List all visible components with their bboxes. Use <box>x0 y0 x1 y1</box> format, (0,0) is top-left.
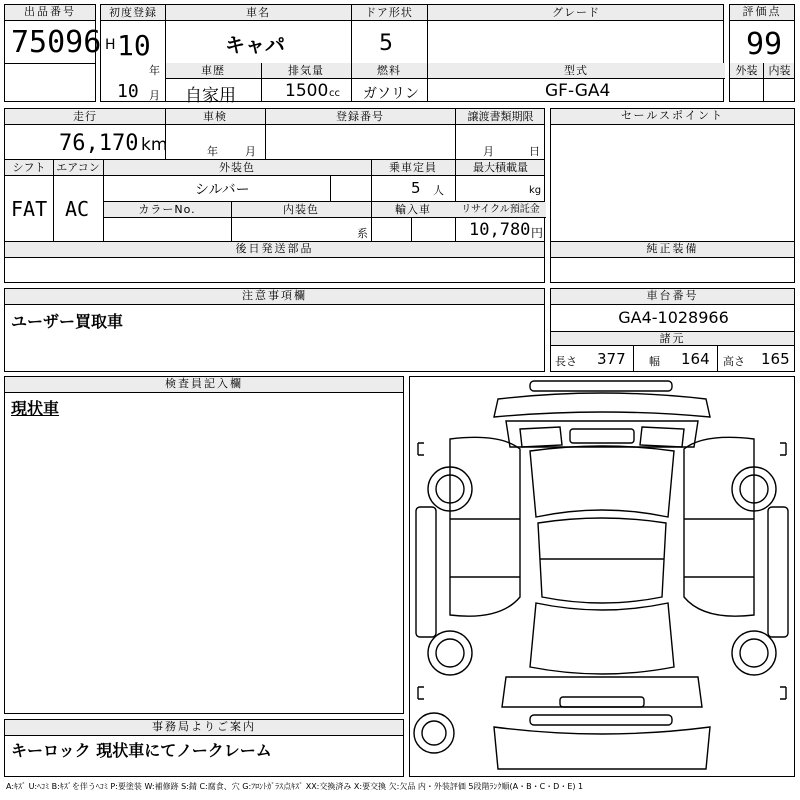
capacity-label: 乗車定員 <box>389 161 437 174</box>
insp-month-unit: 月 <box>245 145 256 158</box>
office-text: キーロック 現状車にてノークレーム <box>11 741 272 760</box>
caution-text: ユーザー買取車 <box>11 312 124 331</box>
displacement-label: 排気量 <box>288 64 324 77</box>
capacity-unit: 人 <box>433 184 444 197</box>
legend-text: A:ｷｽﾞ U:ﾍｺﾐ B:ｷｽﾞを伴うﾍｺﾐ P:要塗装 W:補修跡 S:錆 C:腐食、穴 G:ﾌﾛﾝﾄｶﾞﾗｽ点ｷｽﾞ XX:交換済み X:要交換 欠:欠品 内・外装評価 5段階ﾗﾝｸ順(A・B・C・D・E) 1 <box>6 782 584 791</box>
mileage-unit: km <box>141 135 168 155</box>
displacement-unit: cc <box>329 88 340 99</box>
sales-point-box <box>550 108 795 242</box>
load-unit: kg <box>529 185 542 196</box>
transfer-label: 譲渡書類期限 <box>467 110 534 123</box>
displacement-value: 1500 <box>285 81 329 101</box>
score-label: 評価点 <box>730 5 794 21</box>
history-value: 自家用 <box>185 86 236 106</box>
top-grid <box>100 4 724 106</box>
color-no-label: カラーNo. <box>138 203 196 216</box>
office-box <box>4 719 404 777</box>
score-box <box>729 4 795 102</box>
caution-box <box>4 288 545 372</box>
transfer-month-unit: 月 <box>483 145 494 158</box>
load-label: 最大積載量 <box>473 161 528 174</box>
office-label: 事務局よりご案内 <box>5 720 403 736</box>
mileage-value: 76,170 <box>59 131 139 156</box>
era: H <box>105 37 116 53</box>
dims-label: 諸元 <box>551 332 794 346</box>
shift-label: シフト <box>12 161 46 174</box>
insp-year-unit: 年 <box>207 145 218 158</box>
interior-color-label: 内装色 <box>283 203 319 216</box>
mid-grid <box>4 108 545 242</box>
color-value: シルバー <box>195 182 250 198</box>
fuel-value: ガソリン <box>363 86 419 102</box>
ac-value: AC <box>65 197 90 221</box>
exterior-label: 外装 <box>735 64 758 77</box>
genuine-box <box>550 241 795 283</box>
import-label: 輸入車 <box>395 203 431 216</box>
history-label: 車歴 <box>201 64 225 77</box>
ac-label: エアコン <box>56 161 100 174</box>
sales-point-label: セールスポイント <box>551 109 794 125</box>
model-value: GF-GA4 <box>545 81 611 101</box>
mileage-label: 走行 <box>73 110 97 123</box>
chassis-box <box>550 288 795 372</box>
inspection-label: 車検 <box>203 110 227 123</box>
year-unit: 年 <box>149 64 160 77</box>
grade-label: グレード <box>552 6 600 19</box>
car-name: キャパ <box>225 33 285 57</box>
length-label: 長さ <box>555 355 577 368</box>
recycle-label: リサイクル預託金 <box>461 204 540 215</box>
recycle-value: 10,780 <box>469 220 531 240</box>
model-label: 型式 <box>564 64 588 77</box>
first-reg-year: 10 <box>117 29 151 62</box>
length-value: 377 <box>597 350 626 368</box>
car-name-label: 車名 <box>246 6 270 19</box>
genuine-label: 純正装備 <box>551 242 794 258</box>
capacity-value: 5 <box>411 179 421 197</box>
recycle-unit: 円 <box>531 226 544 240</box>
lot-box <box>4 4 102 102</box>
chassis-value: GA4-1028966 <box>618 308 729 327</box>
color-label: 外装色 <box>219 161 255 174</box>
inspector-text: 現状車 <box>11 399 60 418</box>
inspector-label: 検査員記入欄 <box>5 377 403 393</box>
width-label: 幅 <box>649 355 660 368</box>
width-value: 164 <box>681 350 710 368</box>
shift-value: FAT <box>11 197 48 221</box>
caution-label: 注意事項欄 <box>5 289 544 305</box>
later-parts-box <box>4 241 545 283</box>
first-reg-label: 初度登録 <box>109 6 157 19</box>
car-diagram <box>410 377 794 776</box>
doors-value: 5 <box>379 31 393 56</box>
doors-label: ドア形状 <box>365 6 413 19</box>
first-reg-month: 10 <box>117 81 139 102</box>
lot-label: 出品番号 <box>5 5 95 21</box>
reg-label: 登録番号 <box>336 110 384 123</box>
interior-label: 内装 <box>768 64 791 77</box>
transfer-day-unit: 日 <box>529 145 540 158</box>
height-value: 165 <box>761 350 790 368</box>
height-label: 高さ <box>723 355 745 368</box>
interior-color-unit: 系 <box>357 227 368 240</box>
fuel-label: 燃料 <box>377 64 401 77</box>
later-parts-label: 後日発送部品 <box>5 242 544 258</box>
score-value: 99 <box>746 27 783 62</box>
chassis-label: 車台番号 <box>551 289 794 305</box>
car-diagram-box <box>409 376 795 777</box>
inspector-box <box>4 376 404 714</box>
month-unit: 月 <box>149 89 160 102</box>
lot-number: 75096 <box>11 25 102 60</box>
